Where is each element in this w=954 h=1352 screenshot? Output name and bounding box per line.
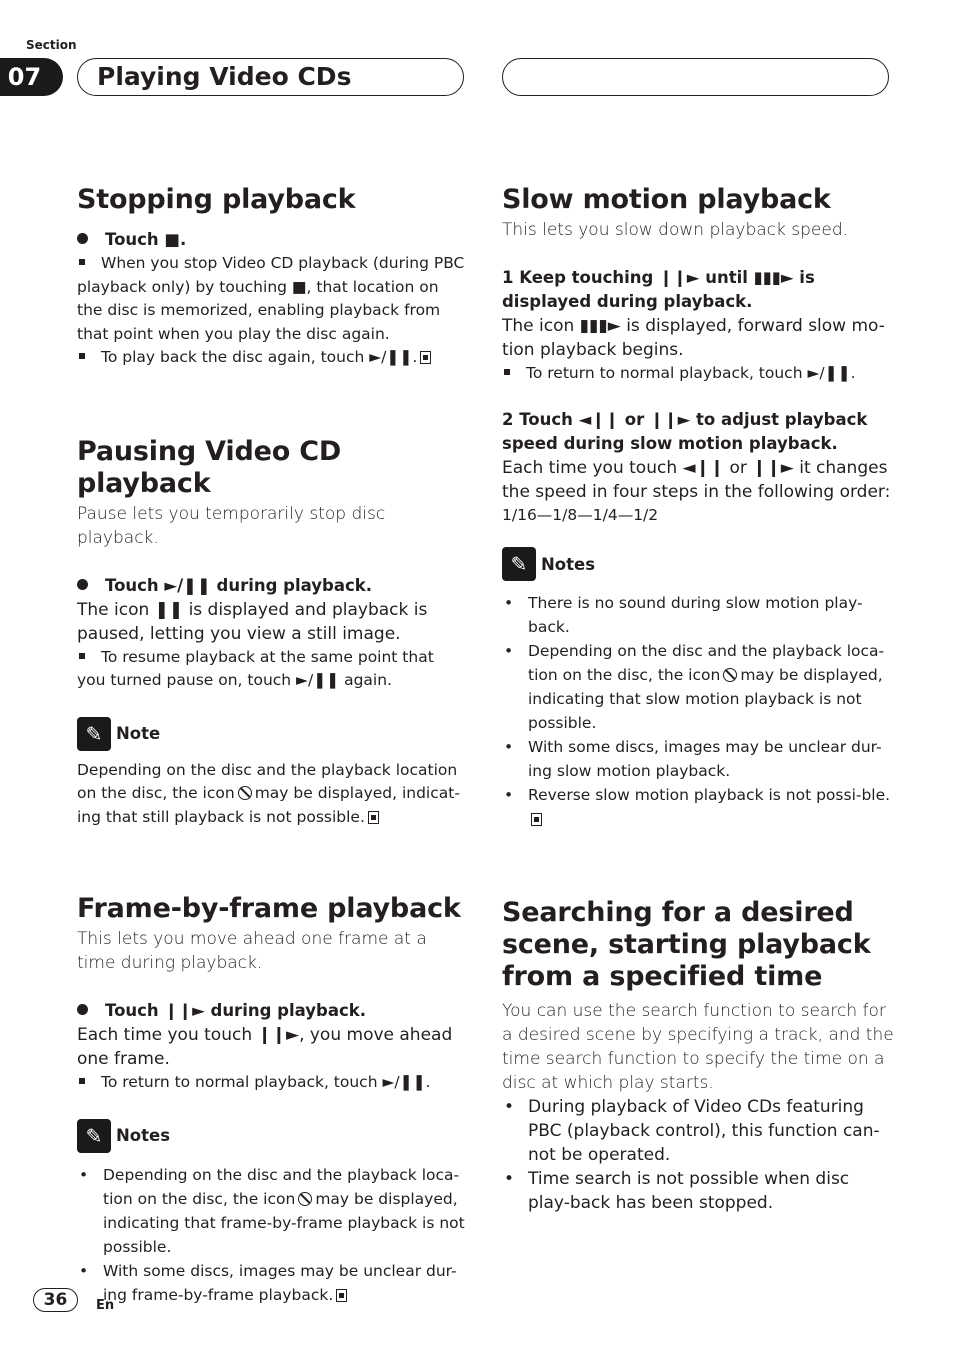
- bullet-icon: [77, 1004, 88, 1015]
- frame-notes-list: [77, 1163, 467, 1307]
- page-number: 36: [33, 1288, 78, 1312]
- slow-notes-list: [502, 591, 894, 831]
- list-item: • Depending on the disc and the playback loca-tion on the disc, the icon may be displayed, indicating that frame-by-frame playback is not possible.: [77, 1163, 467, 1259]
- square-bullet-icon: [79, 259, 85, 265]
- slow-step1-body: The icon ▮▮▮► is displayed, forward slow mo-tion playback begins.: [502, 316, 885, 360]
- stopping-sub2: To play back the disc again, touch ►/❚❚.: [77, 346, 467, 370]
- square-bullet-icon: [504, 369, 510, 375]
- search-notes-list: [502, 1095, 894, 1215]
- pausing-note-header: [77, 717, 467, 751]
- slow-title: Slow motion playback: [502, 184, 831, 215]
- list-item: • There is no sound during slow motion play-back.: [502, 591, 894, 639]
- list-item: • Depending on the disc and the playback loca-tion on the disc, the icon may be displayed, indicating that slow motion playback is not possible.: [502, 639, 894, 735]
- list-item: • With some discs, images may be unclear dur-ing slow motion playback.: [502, 735, 894, 783]
- right-column: [502, 184, 894, 1215]
- section-number-tab: 07: [0, 58, 63, 96]
- notes-title: Notes: [116, 1126, 171, 1145]
- prohibited-icon: [298, 1192, 312, 1206]
- square-bullet-icon: [79, 353, 85, 359]
- slow-step1: 1 Keep touching ❙❙► until ▮▮▮► is displayed during playback.: [502, 268, 815, 311]
- bullet-icon: [77, 579, 88, 590]
- slow-step2-body: Each time you touch ◄❙❙ or ❙❙► it changes the speed in four steps in the following order:: [502, 457, 891, 502]
- end-mark-icon: [420, 351, 431, 364]
- notes-title: Notes: [541, 554, 596, 574]
- pausing-title: Pausing Video CD playback: [77, 435, 342, 499]
- stopping-sub1: When you stop Video CD playback (during PBC playback only) by touching ■, that location on the disc is memorized, enabling playback from that point when you play the disc again.: [77, 254, 465, 343]
- section-label: Section: [26, 38, 77, 52]
- square-bullet-icon: [79, 653, 85, 659]
- pausing-note-text: Depending on the disc and the playback location on the disc, the icon may be displayed, indicat-ing that still playback is not possible.: [77, 760, 460, 826]
- list-item: • During playback of Video CDs featuring PBC (playback control), this function can-not be operated.: [502, 1095, 894, 1167]
- pencil-icon: ✎: [77, 717, 111, 751]
- chapter-title: Playing Video CDs: [77, 58, 464, 96]
- square-bullet-icon: [79, 1078, 85, 1084]
- end-mark-icon: [336, 1289, 347, 1302]
- pausing-body: The icon ❚❚ is displayed and playback is paused, letting you view a still image.: [77, 599, 428, 644]
- slow-speed-order: 1/16—1/8—1/4—1/2: [502, 505, 659, 524]
- frame-title: Frame-by-frame playback: [77, 893, 461, 924]
- prohibited-icon: [238, 786, 252, 800]
- note-title: Note: [116, 724, 161, 743]
- frame-sub: To return to normal playback, touch ►/❚❚.: [77, 1071, 467, 1095]
- stopping-step: Touch ■.: [77, 228, 467, 252]
- pencil-icon: ✎: [502, 547, 536, 581]
- frame-notes-header: [77, 1119, 467, 1153]
- search-title: Searching for a desired scene, starting playback from a specified time: [502, 897, 871, 992]
- header-blank-pill: [502, 58, 889, 96]
- list-item: • Reverse slow motion playback is not possi-ble.: [502, 783, 894, 831]
- slow-notes-header: [502, 547, 894, 581]
- slow-intro: This lets you slow down playback speed.: [502, 220, 849, 240]
- end-mark-icon: [368, 811, 379, 824]
- frame-intro: This lets you move ahead one frame at a time during playback.: [77, 929, 427, 973]
- language-code: En: [96, 1298, 115, 1313]
- frame-body: Each time you touch ❙❙►, you move ahead one frame.: [77, 1025, 453, 1069]
- list-item: • Time search is not possible when disc play-back has been stopped.: [502, 1167, 894, 1215]
- left-column: [77, 184, 467, 1307]
- pencil-icon: ✎: [77, 1119, 111, 1153]
- list-item: • With some discs, images may be unclear dur-ing frame-by-frame playback.: [77, 1259, 467, 1307]
- pausing-step: Touch ►/❚❚ during playback.: [77, 574, 467, 598]
- pausing-intro: Pause lets you temporarily stop disc playback.: [77, 503, 386, 548]
- stopping-title: Stopping playback: [77, 184, 356, 215]
- frame-step: Touch ❙❙► during playback.: [77, 999, 467, 1023]
- slow-step1-sub: To return to normal playback, touch ►/❚❚.: [502, 362, 894, 386]
- bullet-icon: [77, 233, 88, 244]
- end-mark-icon: [531, 813, 542, 826]
- prohibited-icon: [723, 668, 737, 682]
- slow-step2: 2 Touch ◄❙❙ or ❙❙► to adjust playback speed during slow motion playback.: [502, 409, 868, 453]
- pausing-sub: To resume playback at the same point that you turned pause on, touch ►/❚❚ again.: [77, 647, 434, 689]
- search-intro: You can use the search function to search for a desired scene by specifying a track, and the time search function to specify the time on a disc at which play starts.: [502, 1001, 894, 1093]
